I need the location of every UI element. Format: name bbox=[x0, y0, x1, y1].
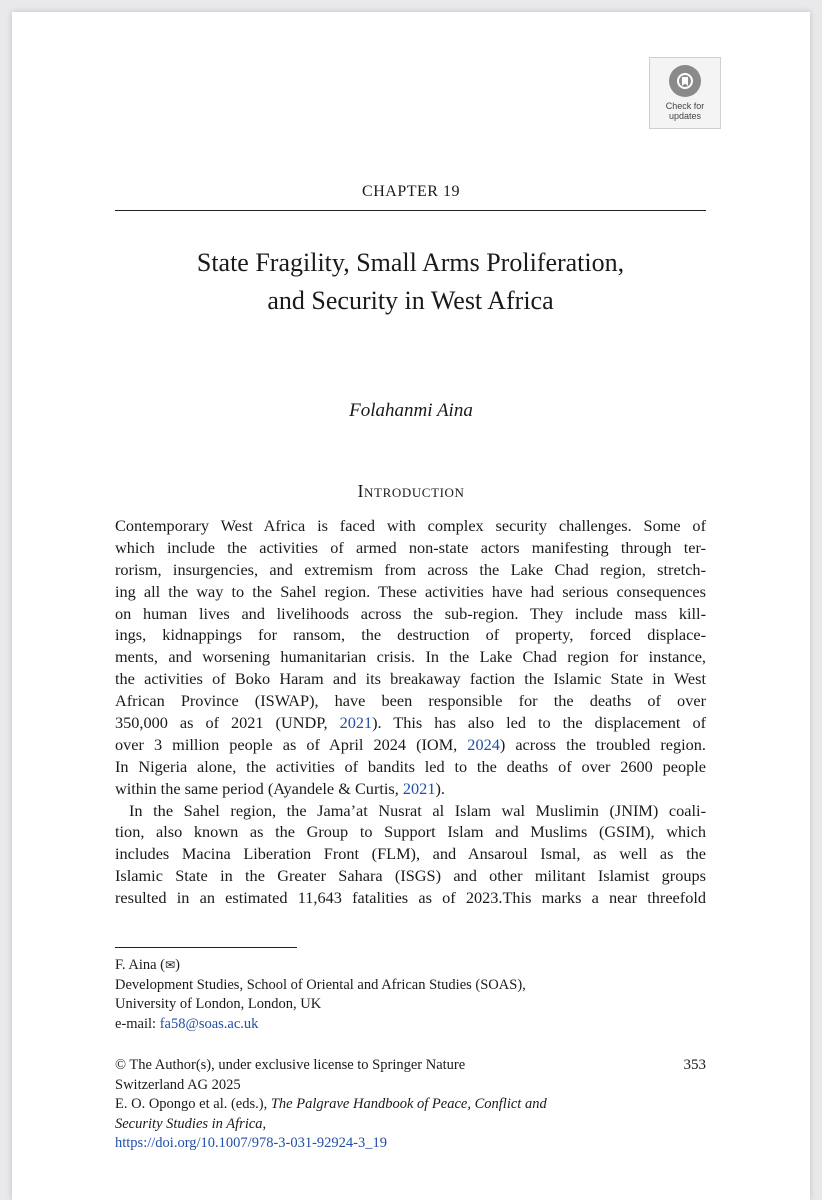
check-for-updates-badge[interactable] bbox=[649, 57, 721, 129]
chapter-title-line2: and Security in West Africa bbox=[267, 286, 554, 315]
paragraph-line: ing all the way to the Sahel region. These activities have had serious consequences bbox=[115, 581, 706, 601]
footnote-rule bbox=[115, 947, 297, 948]
text-run: over 3 million people as of April 2024 (IOM, bbox=[115, 734, 468, 754]
text-run: within the same period (Ayandele & Curtis, bbox=[115, 778, 403, 798]
paragraph-line: Contemporary West Africa is faced with complex security challenges. Some of bbox=[115, 516, 706, 535]
document-page bbox=[12, 12, 810, 1200]
envelope-icon[interactable]: ✉ bbox=[165, 958, 176, 972]
chapter-title-line1: State Fragility, Small Arms Proliferation, bbox=[196, 248, 625, 277]
chapter-title bbox=[115, 244, 706, 320]
doi-line bbox=[115, 1134, 706, 1154]
paragraph-line: resulted in an estimated 11,643 fatalities as of 2023.This marks a near threefold bbox=[115, 888, 706, 908]
paragraph-line: ings, kidnappings for ransom, the destruction of property, forced displace- bbox=[115, 625, 706, 645]
affiliation-department: Development Studies, School of Oriental and African Studies (SOAS), bbox=[115, 976, 526, 993]
bookmark-ribbon-icon bbox=[669, 65, 701, 97]
citation-line bbox=[115, 1095, 706, 1115]
citation-link[interactable]: 2021 bbox=[402, 778, 436, 798]
affiliation-name-line bbox=[115, 956, 706, 976]
paragraph-line: rorism, insurgencies, and extremism from across the Lake Chad region, stretch- bbox=[115, 559, 706, 579]
paragraph-line: In the Sahel region, the Jama’at Nusrat al Islam wal Muslimin (JNIM) coali- bbox=[129, 800, 706, 820]
citation-link[interactable]: 2024 bbox=[467, 734, 500, 754]
paragraph-line: African Province (ISWAP), have been responsible for the deaths of over bbox=[115, 691, 706, 711]
copyright-line1: © The Author(s), under exclusive license to Springer Nature bbox=[115, 1057, 466, 1073]
paragraph-line: which include the activities of armed non-state actors manifesting through ter- bbox=[115, 537, 706, 557]
paragraph-line: on human lives and livelihoods across the sub-region. They include mass kill- bbox=[115, 603, 706, 623]
badge-text-line2: updates bbox=[668, 111, 701, 121]
paragraph-line: tion, also known as the Group to Support Islam and Muslims (GSIM), which bbox=[115, 822, 706, 842]
author-affiliation bbox=[115, 956, 706, 1034]
paragraph-line: Islamic State in the Greater Sahara (ISGS) and other militant Islamist groups bbox=[115, 866, 706, 886]
citation-line bbox=[115, 1115, 706, 1135]
page-number: 353 bbox=[683, 1057, 706, 1073]
affiliation-email-line bbox=[115, 1015, 706, 1035]
text-run: E. O. Opongo et al. (eds.), bbox=[115, 1096, 271, 1112]
book-title-part1: The Palgrave Handbook of Peace, Conflict and bbox=[270, 1096, 547, 1112]
section-heading: Introduction bbox=[357, 481, 465, 501]
doi-link[interactable]: https://doi.org/10.1007/978-3-031-92924-3_19 bbox=[115, 1135, 388, 1151]
email-link[interactable]: fa58@soas.ac.uk bbox=[159, 1015, 259, 1032]
text-run: , bbox=[262, 1115, 267, 1132]
paragraph-line bbox=[115, 778, 706, 800]
copyright-block bbox=[115, 1056, 706, 1154]
text-run: ). This has also led to the displacement of bbox=[372, 713, 707, 733]
paragraph-line bbox=[115, 734, 706, 756]
chapter-rule bbox=[115, 210, 706, 211]
text-run: ) across the troubled region. bbox=[499, 734, 706, 754]
text-run: F. Aina ( bbox=[115, 957, 165, 973]
paragraph-line: the activities of Boko Haram and its breakaway faction the Islamic State in West bbox=[115, 669, 706, 689]
badge-text-line1: Check for bbox=[665, 101, 705, 111]
paragraph-line: ments, and worsening humanitarian crisis. In the Lake Chad region for instance, bbox=[115, 647, 706, 667]
text-run: ) bbox=[175, 957, 180, 973]
text-run: ). bbox=[435, 778, 445, 798]
text-run: e-mail: bbox=[115, 1015, 160, 1032]
paragraph-line bbox=[115, 712, 706, 734]
paragraph-line: In Nigeria alone, the activities of bandits led to the deaths of over 2600 people bbox=[115, 756, 706, 776]
book-title-part2: Security Studies in Africa bbox=[115, 1115, 263, 1132]
chapter-label: CHAPTER 19 bbox=[362, 183, 460, 200]
affiliation-university: University of London, London, UK bbox=[115, 996, 322, 1012]
author-name: Folahanmi Aina bbox=[349, 400, 473, 421]
citation-link[interactable]: 2021 bbox=[339, 713, 373, 733]
copyright-line2: Switzerland AG 2025 bbox=[115, 1076, 241, 1093]
paragraph-line: includes Macina Liberation Front (FLM), and Ansaroul Ismal, as well as the bbox=[115, 844, 706, 864]
body-text bbox=[115, 515, 706, 909]
text-run: 350,000 as of 2021 (UNDP, bbox=[115, 713, 340, 733]
